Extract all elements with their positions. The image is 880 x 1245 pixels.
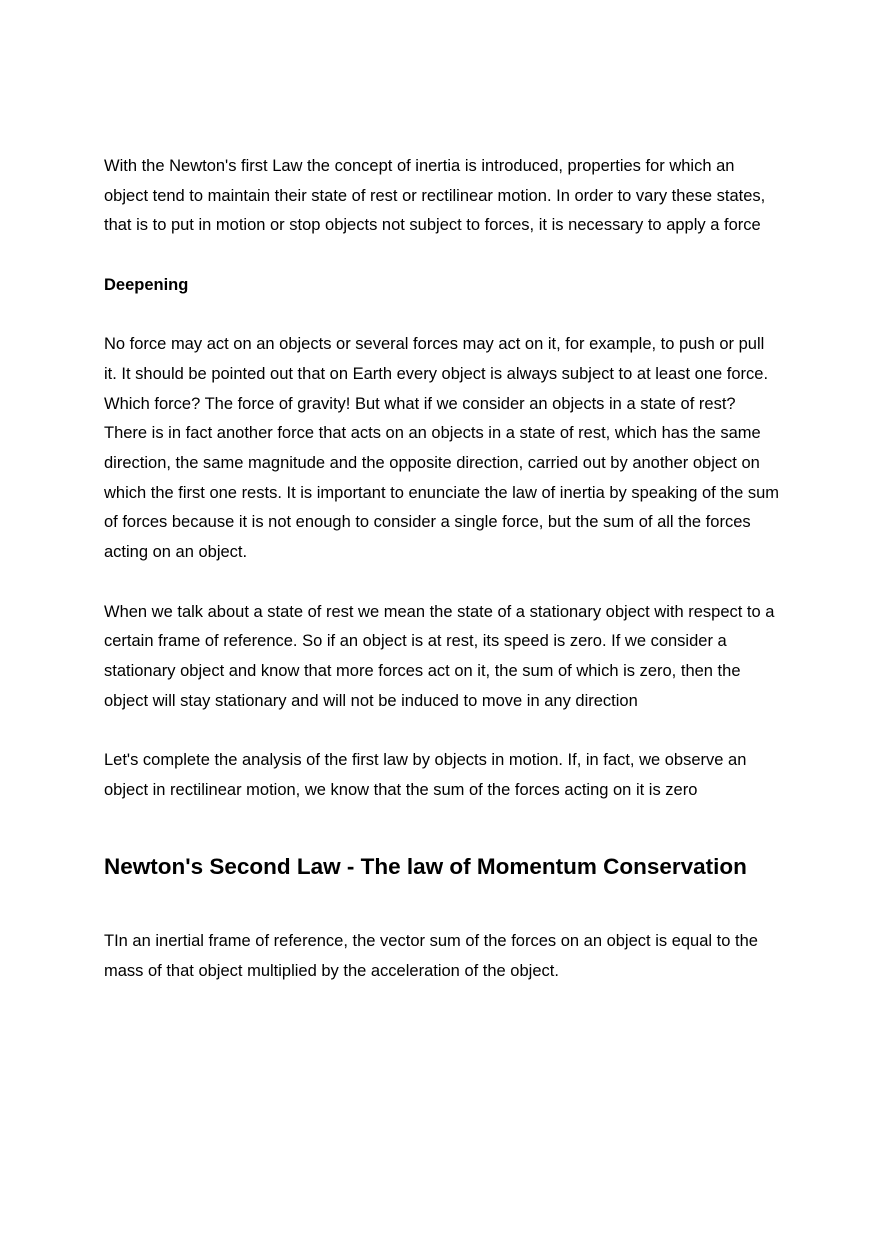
spacer	[104, 241, 780, 271]
spacer	[104, 568, 780, 598]
spacer	[104, 301, 780, 331]
paragraph-forces: No force may act on an objects or several forces may act on it, for example, to push or pull it. It should be pointed out that on Earth every object is always subject to at least one force. Which force? The force of gravity! But what if we consider an objects in a state of rest? There is in fact another force that acts on an objects in a state of rest, which has the same direction, the same magnitude and the opposite direction, carried out by another object on which the first one rests. It is important to enunciate the law of inertia by speaking of the sum of forces because it is not enough to consider a single force, but the sum of all the forces acting on an object.	[104, 335, 780, 562]
document-body	[104, 152, 780, 987]
paragraph-second-law: TIn an inertial frame of reference, the vector sum of the forces on an object is equal to the mass of that object multiplied by the acceleration of the object.	[104, 932, 758, 981]
spacer	[104, 716, 780, 746]
section-heading-second-law: Newton's Second Law - The law of Momentum Conservation	[104, 854, 747, 880]
paragraph-state-of-rest: When we talk about a state of rest we mean the state of a stationary object with respect to a certain frame of reference. So if an object is at rest, its speed is zero. If we consider a stationary object and know that more forces act on it, the sum of which is zero, then the object will stay stationary and will not be induced to move in any direction	[104, 602, 775, 710]
paragraph-motion: Let's complete the analysis of the first law by objects in motion. If, in fact, we observe an object in rectilinear motion, we know that the sum of the forces acting on it is zero	[104, 751, 747, 799]
subheading-deepening: Deepening	[104, 275, 189, 294]
intro-paragraph: With the Newton's first Law the concept of inertia is introduced, properties for which an object tend to maintain their state of rest or rectilinear motion. In order to vary these states, that is to put in motion or stop objects not subject to forces, it is necessary to apply a force	[104, 157, 766, 235]
spacer	[104, 882, 780, 927]
spacer	[104, 805, 780, 852]
